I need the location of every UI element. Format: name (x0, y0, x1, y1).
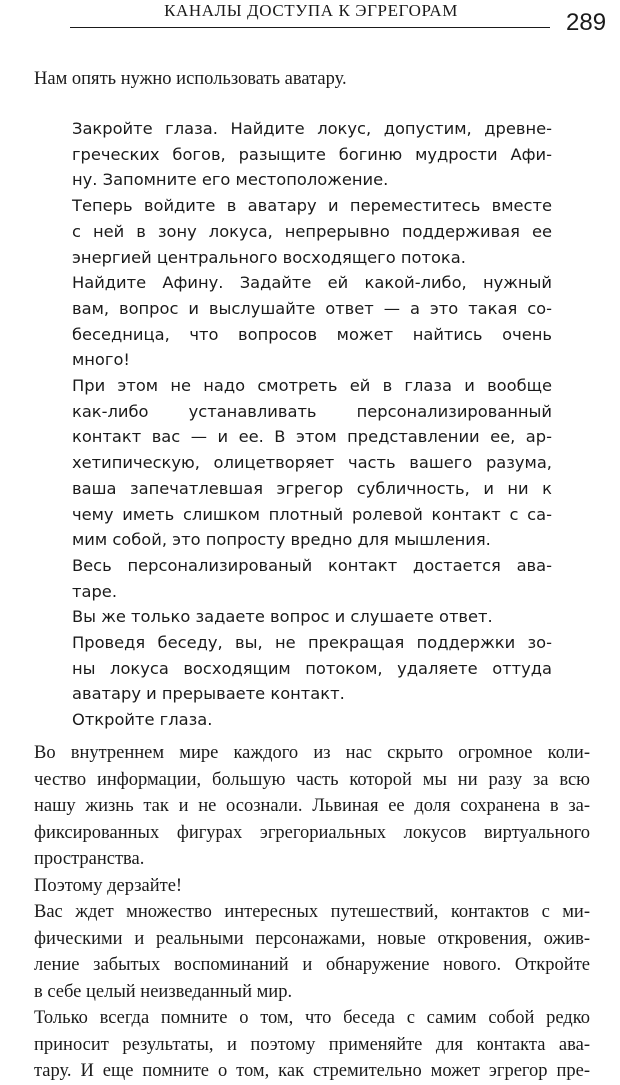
body-text (34, 740, 590, 1085)
text-line: Проведя беседу, вы, не прекращая поддержки зо- (72, 633, 552, 653)
text-line: При этом не надо смотреть ей в глаза и вообще (72, 376, 552, 396)
exercise-block (72, 116, 552, 733)
text-line: с ней в зону локуса, непрерывно поддерживая ее (72, 221, 552, 241)
text-line: энергией центрального восходящего потока. (72, 247, 466, 267)
text-line: пространства. (34, 849, 145, 869)
text-line: нашу жизнь так и не осознали. Львиная ее доля сохранена в за- (34, 796, 590, 816)
text-line: хетипическую, олицетворяет часть вашего разума, (72, 453, 552, 473)
text-line: Вас ждет множество интересных путешествий, контактов с ми- (34, 902, 590, 922)
text-line: беседница, что вопросов может найтись очень (72, 324, 552, 344)
text-line: аватару и прерываете контакт. (72, 684, 345, 704)
text-line: Найдите Афину. Задайте ей какой-либо, нужный (72, 273, 552, 293)
text-line: фиксированных фигурах эгрегориальных локусов виртуального (34, 822, 590, 843)
text-line: ление забытых воспоминаний и обнаружение нового. Откройте (34, 955, 590, 975)
intro-paragraph: Нам опять нужно использовать аватару. (34, 69, 347, 89)
text-line: ны локуса восходящим потоком, удаляете оттуда (72, 658, 552, 678)
page-header (0, 0, 620, 44)
text-line: фическими и реальными персонажами, новые откровения, ожив- (34, 928, 590, 949)
text-line: Поэтому дерзайте! (34, 875, 183, 896)
text-line: много! (72, 350, 130, 370)
text-line: приносит результаты, и поэтому применяйте для контакта ава- (34, 1034, 590, 1055)
text-line: как-либо устанавливать персонализированный (72, 401, 552, 421)
text-line: мим собой, это попросту вредно для мышления. (72, 530, 491, 550)
text-line: Вы же только задаете вопрос и слушаете ответ. (72, 607, 493, 627)
text-line: Теперь войдите в аватару и переместитесь вместе (72, 196, 552, 216)
text-line: чество информации, большую часть которой мы ни разу за всю (34, 769, 590, 790)
text-line: ну. Запомните его местоположение. (72, 170, 389, 190)
text-line: Весь персонализированый контакт достается ава- (72, 555, 552, 575)
text-line: греческих богов, разыщите богиню мудрости Афи- (72, 144, 552, 164)
text-line: вам, вопрос и выслушайте ответ — а это такая со- (72, 298, 552, 318)
text-line: таре. (72, 581, 117, 601)
text-line: ваша запечатлевшая эгрегор субличность, и ни к (72, 478, 552, 498)
text-line: в себе целый неизведанный мир. (34, 981, 293, 1002)
text-line: Откройте глаза. (72, 710, 213, 730)
page-number: 289 (566, 9, 607, 36)
text-line: контакт вас — и ее. В этом представлении ее, ар- (72, 427, 552, 447)
running-title: КАНАЛЫ ДОСТУПА К ЭГРЕГОРАМ (164, 1, 458, 20)
text-line: чему иметь слишком плотный ролевой контакт с са- (72, 504, 552, 524)
text-line: тару. И еще помните о том, как стремительно может эгрегор пре- (34, 1061, 590, 1081)
text-line: Только всегда помните о том, что беседа с самим собой редко (34, 1008, 590, 1028)
header-rule (70, 27, 550, 28)
text-line: Закройте глаза. Найдите локус, допустим, древне- (72, 119, 552, 138)
text-line: Во внутреннем мире каждого из нас скрыто огромное коли- (34, 743, 590, 763)
